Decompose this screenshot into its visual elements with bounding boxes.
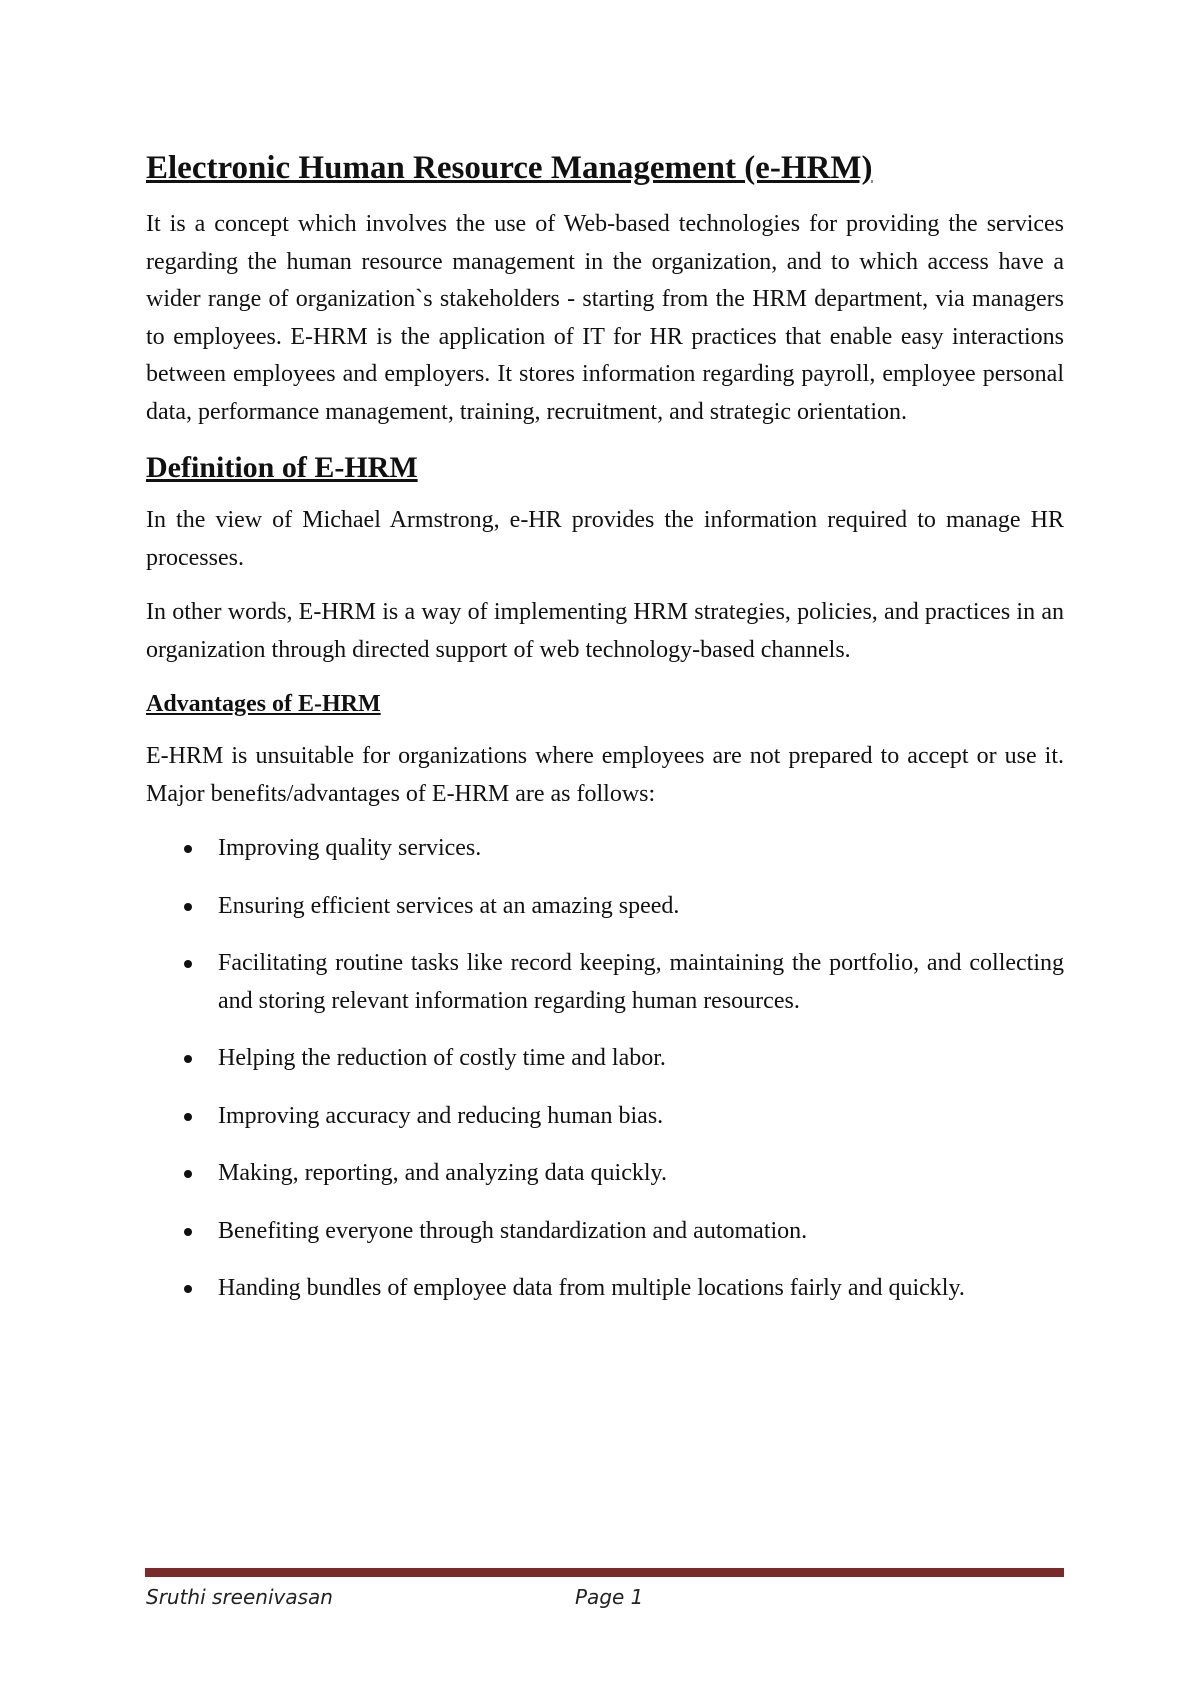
bullet-icon: [184, 960, 192, 968]
footer-page-number: Page 1: [575, 1585, 644, 1609]
bullet-icon: [184, 1113, 192, 1121]
definition-paragraph-1: In the view of Michael Armstrong, e-HR provides the information required to manage HR processes.: [146, 507, 1064, 571]
list-item: [146, 1040, 1064, 1078]
list-item: [146, 945, 1064, 1020]
list-item-text: Handing bundles of employee data from multiple locations fairly and quickly.: [218, 1275, 965, 1301]
list-item-text: Benefiting everyone through standardization and automation.: [218, 1217, 808, 1244]
bullet-icon: [184, 845, 192, 853]
bullet-icon: [184, 1170, 192, 1178]
list-item-text: Ensuring efficient services at an amazing speed.: [218, 892, 680, 919]
definition-paragraph-2: In other words, E-HRM is a way of implementing HRM strategies, policies, and practices in an organization through directed support of web technology-based channels.: [146, 599, 1064, 663]
advantages-intro-paragraph: E-HRM is unsuitable for organizations where employees are not prepared to accept or use it. Major benefits/advantages of E-HRM are as follows:: [146, 743, 1064, 807]
page-content: [146, 146, 1064, 1328]
definition-heading: Definition of E-HRM: [146, 451, 418, 484]
list-item: [146, 1213, 1064, 1251]
bullet-icon: [184, 1055, 192, 1063]
list-item-text: Helping the reduction of costly time and labor.: [218, 1045, 666, 1071]
advantages-heading: Advantages of E-HRM: [146, 691, 381, 717]
bullet-icon: [184, 903, 192, 911]
list-item-text: Improving accuracy and reducing human bias.: [218, 1102, 664, 1129]
bullet-icon: [184, 1228, 192, 1236]
list-item: [146, 830, 1064, 868]
list-item-text: Facilitating routine tasks like record keeping, maintaining the portfolio, and collecting and storing relevant information regarding human resources.: [218, 950, 1064, 1014]
list-item: [146, 888, 1064, 926]
footer-divider: [145, 1568, 1064, 1577]
bullet-icon: [184, 1285, 192, 1293]
list-item: [146, 1270, 1064, 1308]
list-item-text: Improving quality services.: [218, 835, 482, 861]
advantages-list: [146, 830, 1064, 1308]
document-title: Electronic Human Resource Management (e-HRM): [146, 150, 873, 186]
list-item: [146, 1098, 1064, 1136]
footer-author: Sruthi sreenivasan: [146, 1585, 333, 1609]
list-item: [146, 1155, 1064, 1193]
list-item-text: Making, reporting, and analyzing data quickly.: [218, 1160, 667, 1186]
intro-paragraph: It is a concept which involves the use of Web-based technologies for providing the services regarding the human resource management in the organization, and to which access have a wider range of organization`s stakeholders - starting from the HRM department, via managers to employees. E-HRM is the application of IT for HR practices that enable easy interactions between employees and employers. It stores information regarding payroll, employee personal data, performance management, training, recruitment, and strategic orientation.: [146, 211, 1064, 425]
